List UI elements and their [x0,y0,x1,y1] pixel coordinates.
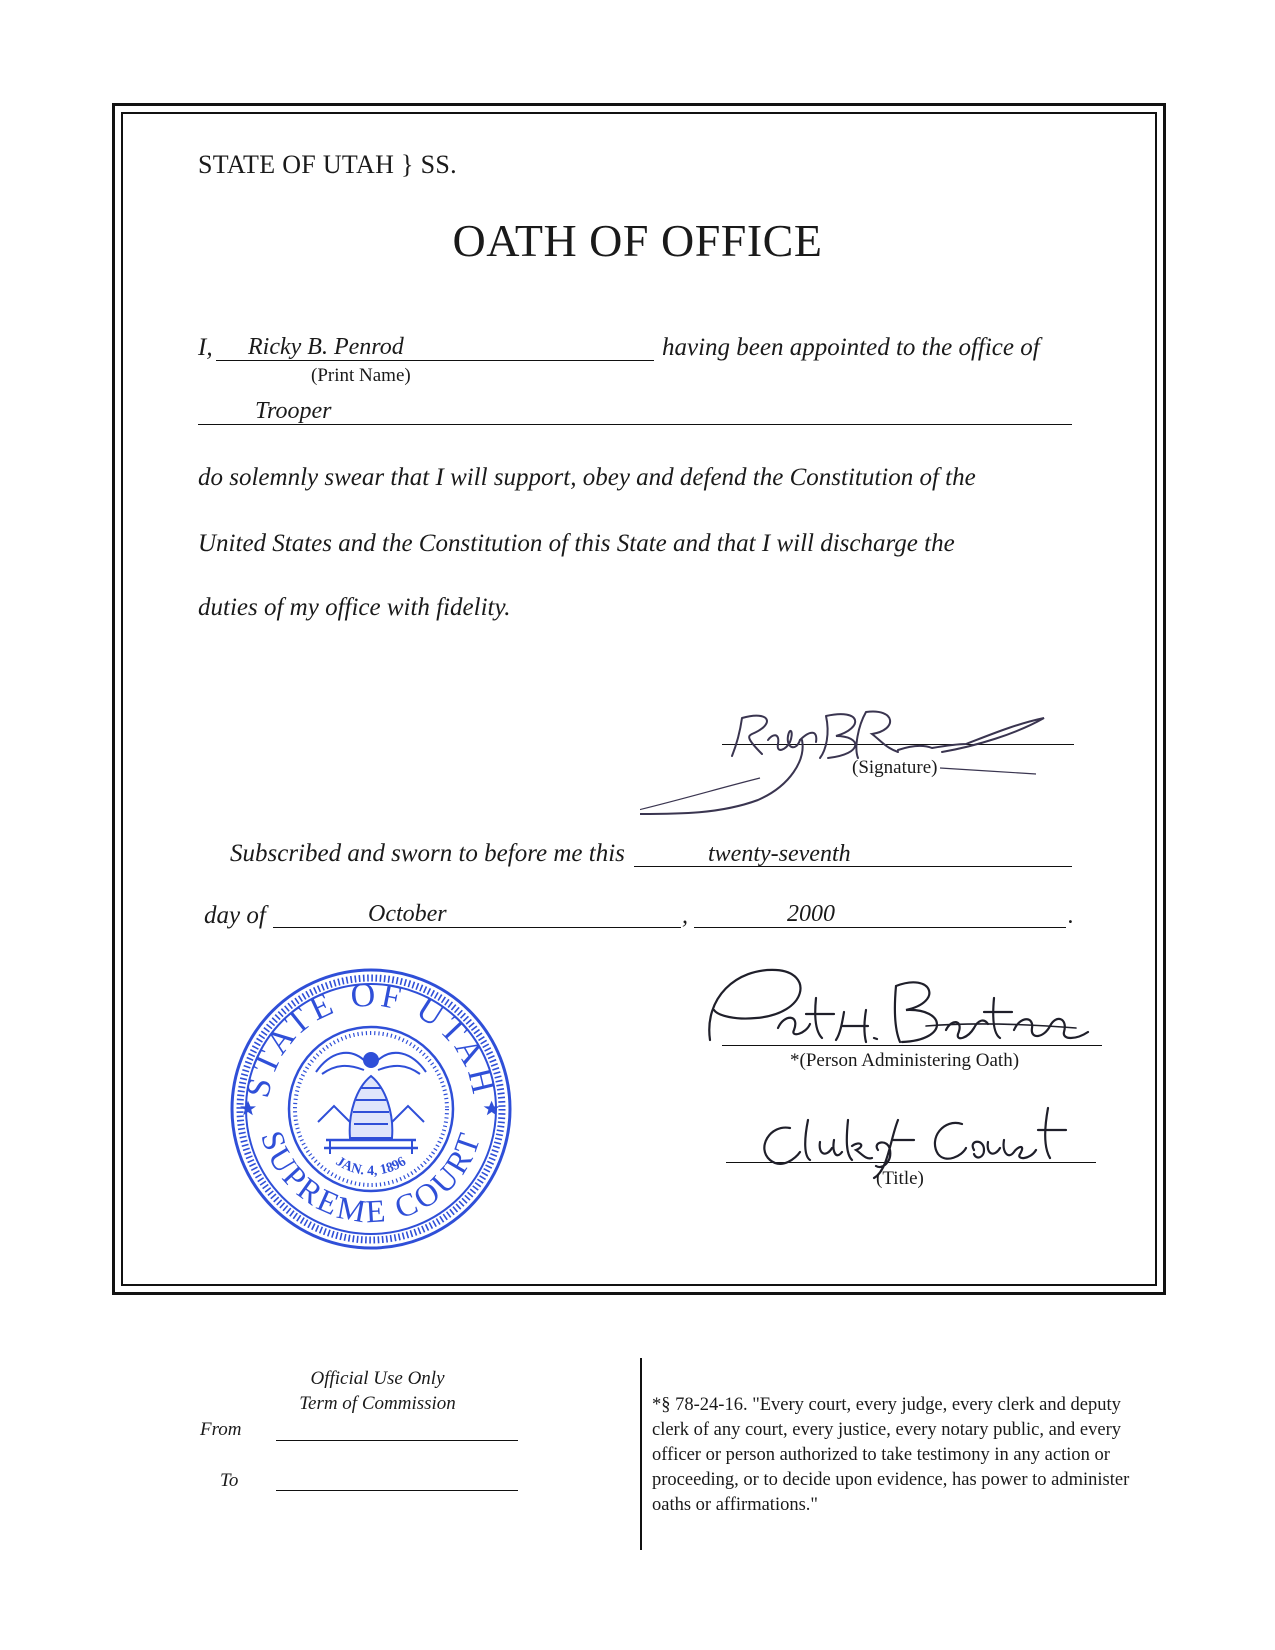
month-field-value[interactable]: October [368,901,447,927]
beehive-eagle-icon [316,1053,426,1154]
to-field-line[interactable] [276,1490,518,1491]
state-line: STATE OF UTAH } SS. [198,150,457,179]
year-field-line [694,927,1066,928]
title-label: (Title) [876,1168,924,1189]
appointed-text: having been appointed to the office of [662,334,1040,361]
statute-text: *§ 78-24-16. "Every court, every judge, every clerk and deputy clerk of any court, every justice, every notary public, and every officer or person authorized to take testimony in any action or proceeding, or to decide upon evidence, has power to administer oaths or affirmations." [652,1395,1130,1515]
official-use-label: Official Use Only [310,1368,445,1389]
swearer-signature [640,690,1090,820]
from-label: From [200,1419,242,1440]
prefix-i: I, [198,334,213,361]
to-label: To [220,1470,239,1491]
administering-label: *(Person Administering Oath) [790,1050,1020,1071]
seal-date-text: JAN. 4, 1896 [333,1154,409,1179]
supreme-court-seal [226,964,516,1254]
seal-top-text: STATE OF UTAH [239,976,503,1101]
month-field-line [273,927,681,928]
name-field-value[interactable]: Ricky B. Penrod [248,334,404,360]
year-field-value[interactable]: 2000 [787,901,835,927]
term-label: Term of Commission [299,1393,456,1414]
day-field-value[interactable]: twenty-seventh [708,841,851,867]
page-title: OATH OF OFFICE [452,215,823,266]
footer-divider [640,1358,642,1550]
signature-label: (Signature) [852,757,938,778]
day-field-line [634,866,1072,867]
period-mark: . [1068,903,1074,929]
oath-line-3: duties of my office with fidelity. [198,594,511,621]
administrator-signature [696,958,1116,1058]
office-field-value[interactable]: Trooper [255,398,332,424]
from-field-line[interactable] [276,1440,518,1441]
day-of-text: day of [204,902,266,929]
print-name-label: (Print Name) [311,365,411,386]
svg-text:JAN. 4, 1896 [333,1154,409,1179]
oath-line-2: United States and the Constitution of this State and that I will discharge the [198,530,955,557]
comma-mark: , [682,903,688,929]
seal-bottom-text: SUPREME COURT [254,1126,488,1230]
oath-line-1: do solemnly swear that I will support, obey and defend the Constitution of the [198,464,976,491]
subscribed-text: Subscribed and sworn to before me this [230,840,625,867]
